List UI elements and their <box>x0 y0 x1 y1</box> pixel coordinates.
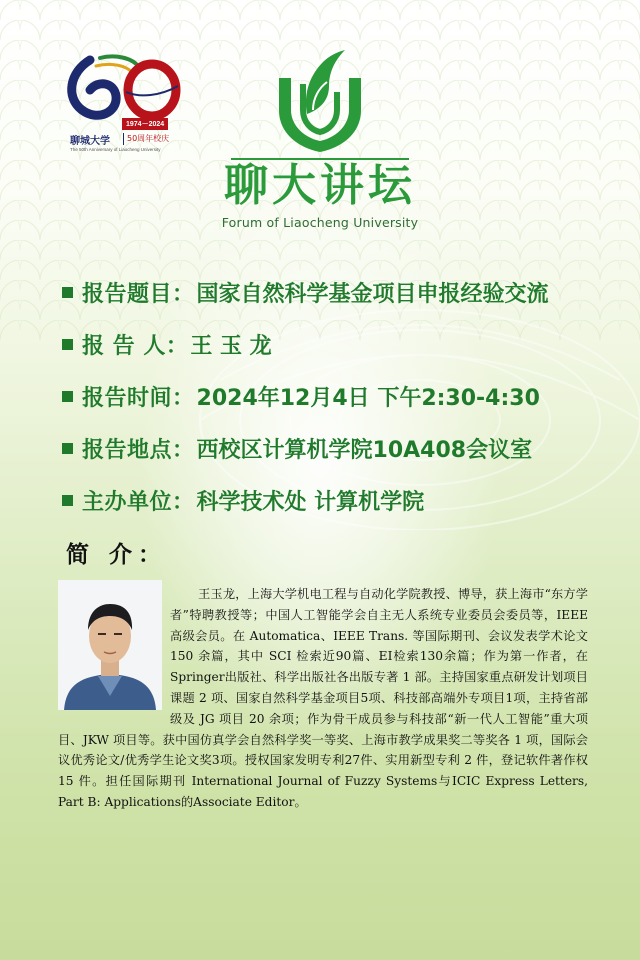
speaker-bio <box>58 584 588 813</box>
info-row-topic <box>62 266 632 318</box>
anniversary-years: 1974－2024 <box>122 118 168 130</box>
photo-wrap-spacer <box>58 584 170 712</box>
info-label: 报告题目： <box>82 281 195 307</box>
info-value: 科学技术处 计算机学院 <box>196 489 425 515</box>
university-name: 聊城大学 <box>70 136 110 147</box>
info-value: 西校区计算机学院10A408会议室 <box>196 437 533 463</box>
anniversary-logo <box>60 52 190 162</box>
forum-subtitle: Forum of Liaocheng University <box>221 215 419 230</box>
bullet-square-icon <box>62 391 73 402</box>
intro-heading: 简 介： <box>66 541 168 568</box>
info-value: 2024年12月4日 下午2:30-4:30 <box>196 385 540 411</box>
info-row-speaker <box>62 318 632 370</box>
bio-text: 王玉龙，上海大学机电工程与自动化学院教授、博导，获上海市“东方学者”特聘教授等；中国人工智能学会自主无人系统专业委员会委员等，IEEE 高级会员。在 Automatica、IEEE Trans. 等国际期刊、会议发表学术论文 150 余篇，其中 SCI 检索近90篇、EI检索130余篇；作为第一作者，在Springer出版社、科学出版社各出版专著 1 部。主持国家重点研发计划项目课题 2 项、国家自然科学基金项目5项、科技部高端外专项目1项，主持省部级及 JG 项目 20 余项；作为骨干成员参与科技部“新一代人工智能”重大项目、JKW 项目等。获中国仿真学会自然科学奖一等奖、上海市教学成果奖二等奖各 1 项，国际会议优秀论文/优秀学生论文奖3项。授权国家发明专利27件、实用新型专利 2 件，登记软件著作权 15 件。担任国际期刊 International Journal of Fuzzy Systems与ICIC Express Letters, Part B: Applications的Associate Editor。 <box>58 587 588 809</box>
info-row-organizer <box>62 474 632 526</box>
info-value: 国家自然科学基金项目申报经验交流 <box>196 281 549 307</box>
info-label: 报 告 人： <box>82 333 189 359</box>
bullet-square-icon <box>62 443 73 454</box>
anniversary-english-text: The 50th Anniversary of Liaocheng University <box>70 147 161 152</box>
info-value: 王 玉 龙 <box>190 333 272 359</box>
lecture-info-list <box>62 266 632 526</box>
logo-separator <box>123 133 124 145</box>
info-row-time <box>62 370 632 422</box>
anniversary-tagline: 50周年校庆 <box>127 134 170 143</box>
bullet-square-icon <box>62 287 73 298</box>
bullet-square-icon <box>62 495 73 506</box>
info-label: 报告时间： <box>82 385 195 411</box>
info-row-location <box>62 422 632 474</box>
info-label: 主办单位： <box>82 489 195 515</box>
forum-shield-icon <box>273 48 367 154</box>
forum-title: 聊大讲坛 <box>224 160 416 211</box>
info-label: 报告地点： <box>82 437 195 463</box>
bullet-square-icon <box>62 339 73 350</box>
